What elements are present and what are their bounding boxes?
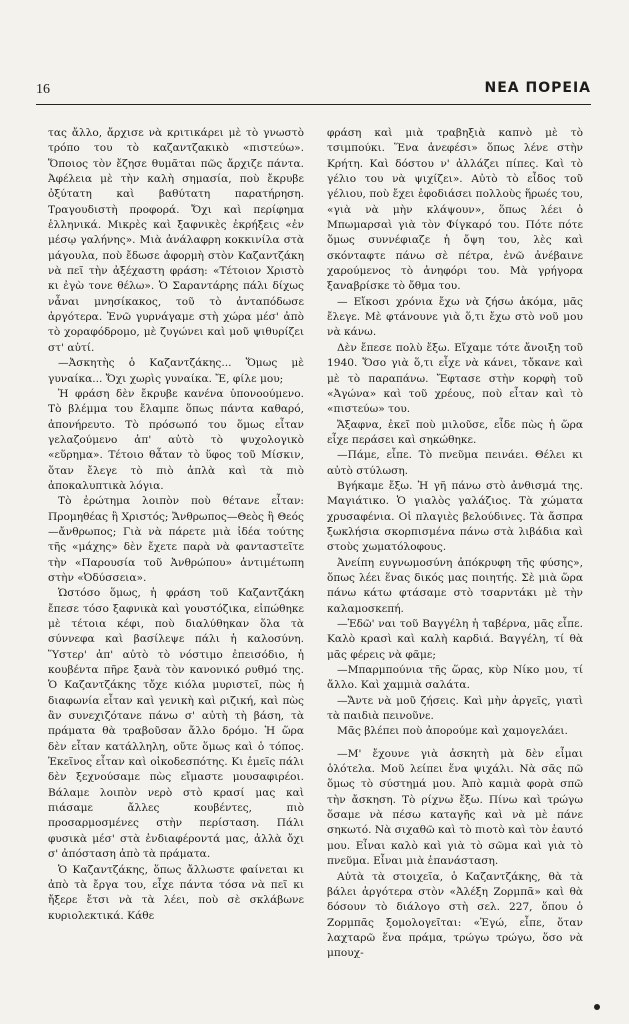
- journal-title: ΝΕΑ ΠΟΡΕΙΑ: [484, 80, 591, 96]
- right-column: [327, 126, 583, 962]
- paragraph: —Μπαρμπούνια τῆς ὥρας, κὺρ Νίκο μου, τί ἄλλο. Καὶ χαμμιὰ σαλάτα.: [327, 664, 583, 692]
- paragraph: Ὡστόσο ὅμως, ἡ φράση τοῦ Καζαντζάκη ἔπεσε τόσο ξαφνικὰ καὶ γουστόζικα, εἰπώθηκε μὲ τέτοια κέφι, ποὺ διαλύθηκαν ὅλα τὰ σύννεφα καὶ βασίλεψε πάλι ἡ καλοσύνη. Ὕστερ' ἀπ' αὐτὸ τὸ νόστιμο ἐπεισόδιο, ἡ κουβέντα πῆρε ξανὰ τὸν κανονικό ρυθμό της. Ὁ Καζαντζάκης τὄχε κιόλα μυριστεῖ, πὼς ἡ διαφωνία εἶταν καὶ γενικὴ καὶ ριζική, καὶ πὼς ἂν συνεχιζότανε πάνω σ' αὐτὴ τὴ βάση, τὰ πράματα θὰ τραβοῦσαν ἄλλο δρόμο. Ἡ ὥρα δὲν εἶταν κατάλληλη, οὔτε ὅμως καὶ ὁ τόπος. Ἐκεῖνος εἶταν καὶ οἰκοδεσπότης. Κι ἐμεῖς πάλι δὲν ξεχνούσαμε πὼς εἴμαστε μουσαφιρέοι. Βάλαμε λοιπὸν νερὸ στὸ κρασί μας καὶ πιάσαμε ἄλλες κουβέντες, πιὸ προσαρμοσμένες στὴν περίσταση. Πάλι φυσικὰ μέσ' στὰ ἐνδιαφέροντά μας, ἀλλὰ ὄχι σ' ἀπόσταση ἀπὸ τὰ πράματα.: [48, 587, 304, 861]
- paragraph: Αὐτὰ τὰ στοιχεῖα, ὁ Καζαντζάκης, θὰ τὰ βάλει ἀργότερα στὸν «Ἀλέξη Ζορμπᾶ» καὶ θὰ δόσουν τὸ διάλογο στὴ σελ. 227, ὅπου ὁ Ζορμπᾶς ξομολογεῖται: «Ἐγώ, εἶπε, ὅταν λαχταρῶ ἕνα πράμα, τρώγω τρώγω, ὅσο νὰ μπουχ-: [327, 870, 583, 960]
- paragraph: —Ἄντε νὰ μοῦ ζήσεις. Καὶ μὴν ἀργεῖς, γιατὶ τὰ παιδιὰ πεινοῦνε.: [327, 694, 583, 723]
- left-column: [48, 126, 304, 924]
- paragraph: Βγήκαμε ἔξω. Ἡ γῆ πάνω στὸ ἀνθισμά της. Μαγιάτικο. Ὁ γιαλὸς γαλάζιος. Τὰ χώματα χρυσαφένια. Οἱ πλαγιὲς βελούδινες. Τὰ ἄσπρα ξωκλήσια σκορπισμένα πάνω στὰ λιβάδια καὶ στοὺς χωματόλοφους.: [327, 479, 583, 554]
- paragraph: Μᾶς βλέπει ποὺ ἀπορούμε καὶ χαμογελάει.: [337, 725, 568, 738]
- paragraph: φράση καὶ μιὰ τραβηξιὰ καπνὸ μὲ τὸ τσιμπούκι. Ἕνα ἀνεφέσι» ὅπως λένε στὴν Κρήτη. Καὶ δόστου ν' ἀλλάζει πίπες. Καὶ τὸ γέλιο του νὰ ψιχίζει». Αὐτὸ τὸ εἶδος τοῦ γέλιου, ποὺ ἔχει ἐφοδιάσει πολλοὺς ἥρωές του, «γιὰ νὰ μὴν κλάψουν», ὅπως λέει ὁ Μπωμαρσαὶ γιὰ τὸν Φίγκαρό του. Πότε πότε ὅμως συννέφιαζε ἡ ὄψη του, λὲς καὶ σκόνταφτε πάνω σὲ πέτρα, ἐνῶ ἀνέβαινε χαρούμενος τὸ ἀνηφόρι του. Μὰ γρήγορα ξαναβρίσκε τὸ ὄθμα του.: [327, 127, 583, 293]
- paragraph: Ἀνείπη ευγνωμοσύνη ἀπόκρυφη τῆς φύσης», ὅπως λέει ἕνας δικός μας ποιητής. Σὲ μιὰ ὥρα πάνω κάτω φτάσαμε στὸ τσαρντάκι μὲ τὴν καλαμοσκεπή.: [327, 556, 583, 615]
- paragraph: Ἡ φράση δὲν ἔκρυβε κανένα ὑπονοούμενο. Τὸ βλέμμα του ἔλαμπε ὅπως πάντα καθαρό, ἀπονήρευτο. Τὸ πρόσωπό του ὅμως εἶταν γελαζούμενο ἀπ' αὐτὸ τὸ ψυχολογικὸ «εὕρημα». Τέτοιο θἆταν τὸ ὕφος τοῦ Μίσκιν, ὅταν ἔλεγε τὸ πιὸ ἁπλὰ καὶ τὰ πιὸ ἀποκαλυπτικὰ λόγια.: [48, 387, 304, 492]
- paragraph: Ἄξαφνα, ἐκεῖ ποὺ μιλοῦσε, εἶδε πὼς ἡ ὥρα εἶχε περάσει καὶ σηκώθηκε.: [327, 418, 583, 446]
- paragraph: τας ἄλλο, ἄρχισε νὰ κριτικάρει μὲ τὸ γνωστὸ τρόπο του τὸ καζαντζακικὸ «πιστεύω». Ὅποιος τὸν ἔζησε θυμᾶται πῶς ἄρχιζε πάντα. Ἀφέλεια μὲ τὴν καλὴ σημασία, ποὺ ἔκρυβε ὀξύτατη καὶ βαθύτατη παρατήρηση. Τραγουδιστὴ προφορά. Ὄχι καὶ περίφημα ἑλληνικά. Μικρὲς καὶ ξαφνικὲς ἐκρήξεις «ἐν μέσῳ γαλήνης». Μιὰ ἀνάλαφρη κοκκινίλα στὰ μάγουλα, ποὺ ἔδωσε ἀφορμὴ στὸν Καζαντζάκη νὰ πεῖ τὴν ἀξέχαστη φράση: «Τέτοιον Χριστὸ κι ἐγὼ τονε θέλω». Ὁ Σαραντάρης πάλι δίχως νἆναι μνησίκακος, τοῦ τὸ ἀνταπόδωσε ἀργότερα. Ἐνῶ γυρνάγαμε στὴ χώρα μέσ' ἀπὸ τὸ χοραφόδρομο, μὲ ζυγώνει καὶ μοῦ ψιθυρίζει στ' αὐτί.: [48, 127, 304, 354]
- paragraph: Ὁ Καζαντζάκης, ὅπως ἄλλωστε φαίνεται κι ἀπὸ τὰ ἔργα του, εἶχε πάντα τόσα νὰ πεῖ κι ἤξερε ἔτσι νὰ τὰ λέει, ποὺ σὲ σκλάβωνε κυριολεκτικά. Κάθε: [48, 863, 304, 922]
- paragraph: —Ἀσκητὴς ὁ Καζαντζάκης... Ὅμως μὲ γυναίκα... Ὄχι χωρὶς γυναίκα. Ἔ, φίλε μου;: [48, 357, 304, 385]
- paragraph: —Μ' ἔχουνε γιὰ ἀσκητὴ μὰ δὲν εἶμαι ὁλότελα. Μοῦ λείπει ἕνα ψιχάλι. Νὰ σᾶς πῶ ὅμως τὸ σύστημά μου. Ἀπὸ καμιὰ φορὰ σπῶ τὴν ἄσκηση. Τὸ ρίχνω ἔξω. Πίνω καὶ τρώγω ὅσαμε νὰ πέσω καταγῆς καὶ νὰ μὲ πάνε σηκωτό. Νὰ σιχαθῶ καὶ τὸ πιοτὸ καὶ τὸν ἑαυτό μου. Εἶναι καλὸ καὶ γιὰ τὸ σῶμα καὶ γιὰ τὸ πνεῦμα. Εἶναι μιὰ ἐπανάσταση.: [327, 747, 583, 868]
- header-rule: [36, 104, 591, 105]
- paragraph: —Πάμε, εἶπε. Τὸ πνεῦμα πεινάει. Θέλει κι αὐτὸ στύλωση.: [327, 449, 583, 477]
- page-header: [36, 80, 591, 102]
- page-end-bullet: [594, 1004, 600, 1010]
- paragraph: Τὸ ἐρώτημα λοιπὸν ποὺ θέτανε εἶταν: Προμηθέας ἢ Χριστός; Ἄνθρωπος—Θεὸς ἢ Θεός—ἄνθρωπος; Γιὰ νὰ πάρετε μιὰ ἰδέα τούτης τῆς «μάχης» δὲν ἔχετε παρὰ νὰ φανταστεῖτε τὴν «Παρουσία τοῦ Ἀνθρώπου» ἀντιμέτωπη στὴν «Ὀδύσσεια».: [48, 495, 304, 584]
- page-number: 16: [36, 82, 50, 97]
- paragraph: Δὲν ἔπεσε πολὺ ἔξω. Εἴχαμε τότε ἄνοιξη τοῦ 1940. Ὅσο γιὰ ὅ,τι εἶχε νὰ κάνει, τὄκανε καὶ μὲ τὸ παραπάνω. Ἔφτασε στὴν κορφὴ τοῦ «Ἀγώνα» καὶ τοῦ χρέους, ποὺ εἶταν καὶ τὸ «πιστεύω» του.: [327, 341, 583, 416]
- paragraph: — Εἴκοσι χρόνια ἔχω νὰ ζήσω ἀκόμα, μᾶς ἔλεγε. Μὲ φτάνουνε γιὰ ὅ,τι ἔχω στὸ νοῦ μου νὰ κάνω.: [327, 295, 583, 339]
- paragraph: —Ἐδῶ' ναι τοῦ Βαγγέλη ἡ ταβέρνα, μᾶς εἶπε. Καλὸ κρασὶ καὶ καλὴ καρδιά. Βαγγέλη, τί θὰ μᾶς φέρεις νὰ φᾶμε;: [327, 618, 583, 661]
